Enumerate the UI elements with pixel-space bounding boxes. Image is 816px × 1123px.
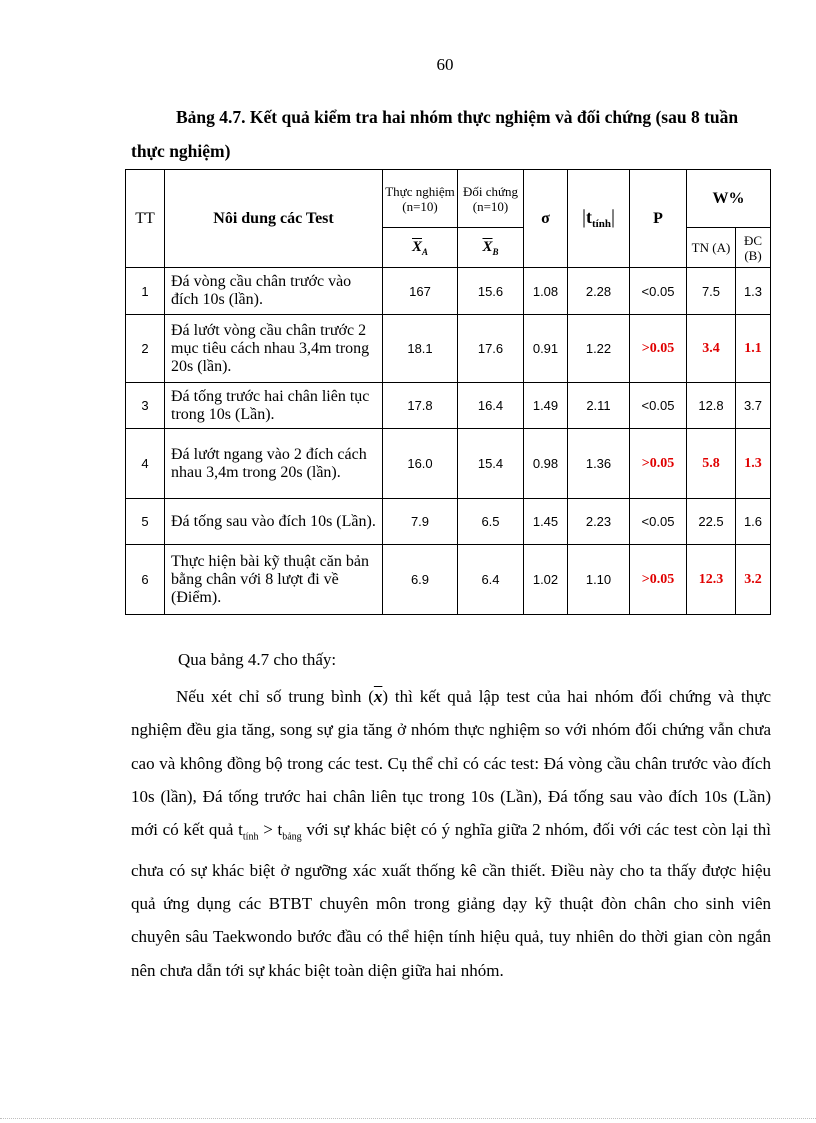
row-w-b: 1.6 xyxy=(736,499,771,545)
table-caption: Bảng 4.7. Kết quả kiểm tra hai nhóm thực nghiệm và đối chứng (sau 8 tuần thực nghiệm) xyxy=(131,107,739,161)
mean-b-symbol: $\overline{X}$ xyxy=(482,238,493,255)
row-mean-b: 15.6 xyxy=(458,268,524,315)
row-w-b: 3.2 xyxy=(736,545,771,615)
row-p: >0.05 xyxy=(630,429,687,499)
paragraph-mid: > t xyxy=(258,820,283,840)
row-content: Thực hiện bài kỹ thuật căn bản bằng chân với 8 lượt đi về (Điểm). xyxy=(165,545,383,615)
header-w-a: TN (A) xyxy=(687,228,736,268)
header-p: P xyxy=(630,170,687,268)
row-t: 1.36 xyxy=(568,429,630,499)
row-w-a: 5.8 xyxy=(687,429,736,499)
page-bottom-rule xyxy=(0,1118,816,1119)
results-table xyxy=(125,169,771,615)
row-t: 2.11 xyxy=(568,383,630,429)
row-sigma: 1.08 xyxy=(524,268,568,315)
header-t-main: t xyxy=(586,207,593,228)
row-w-b: 1.1 xyxy=(736,315,771,383)
row-mean-a: 167 xyxy=(383,268,458,315)
header-t: $|t_{tính}|$ xyxy=(568,170,630,268)
row-w-a: 12.3 xyxy=(687,545,736,615)
row-w-a: 7.5 xyxy=(687,268,736,315)
paragraph-part1: Nếu xét chỉ số trung bình ( xyxy=(176,687,374,706)
row-mean-b: 17.6 xyxy=(458,315,524,383)
row-w-a: 12.8 xyxy=(687,383,736,429)
row-t: 1.22 xyxy=(568,315,630,383)
header-row-1 xyxy=(126,170,771,228)
row-w-b: 3.7 xyxy=(736,383,771,429)
row-w-a: 22.5 xyxy=(687,499,736,545)
row-t: 1.10 xyxy=(568,545,630,615)
t-table-sub: bảng xyxy=(282,831,302,843)
header-w-b: ĐC (B) xyxy=(736,228,771,268)
row-p: <0.05 xyxy=(630,268,687,315)
page-number: 60 xyxy=(436,55,454,74)
row-mean-b: 6.5 xyxy=(458,499,524,545)
mean-a-symbol: $\overline{X}$ xyxy=(411,238,422,255)
row-content: Đá lướt ngang vào 2 đích cách nhau 3,4m trong 20s (lần). xyxy=(165,429,383,499)
table-row xyxy=(126,429,771,499)
row-content: Đá lướt vòng cầu chân trước 2 mục tiêu cách nhau 3,4m trong 20s (lần). xyxy=(165,315,383,383)
intro-line: Qua bảng 4.7 cho thấy: xyxy=(178,650,337,669)
table-row xyxy=(126,545,771,615)
row-p: <0.05 xyxy=(630,383,687,429)
header-mean-a xyxy=(383,228,458,268)
row-tt: 1 xyxy=(126,268,165,315)
row-tt: 2 xyxy=(126,315,165,383)
row-mean-b: 6.4 xyxy=(458,545,524,615)
row-w-b: 1.3 xyxy=(736,268,771,315)
analysis-paragraph xyxy=(131,680,771,987)
row-tt: 4 xyxy=(126,429,165,499)
header-t-sub: tính xyxy=(592,218,611,231)
header-mean-b xyxy=(458,228,524,268)
header-control: Đối chứng (n=10) xyxy=(458,170,524,228)
header-w: W% xyxy=(687,170,771,228)
table-row xyxy=(126,499,771,545)
header-content: Nôi dung các Test xyxy=(165,170,383,268)
row-mean-a: 18.1 xyxy=(383,315,458,383)
row-sigma: 1.02 xyxy=(524,545,568,615)
mean-b-sub: B xyxy=(492,246,499,257)
row-mean-a: 17.8 xyxy=(383,383,458,429)
row-sigma: 1.49 xyxy=(524,383,568,429)
row-content: Đá vòng cầu chân trước vào đích 10s (lần). xyxy=(165,268,383,315)
row-mean-a: 16.0 xyxy=(383,429,458,499)
t-calc-sub: tính xyxy=(242,831,259,843)
header-experimental: Thực nghiệm (n=10) xyxy=(383,170,458,228)
mean-a-sub: A xyxy=(422,246,429,257)
row-sigma: 1.45 xyxy=(524,499,568,545)
row-t: 2.23 xyxy=(568,499,630,545)
row-tt: 3 xyxy=(126,383,165,429)
row-w-b: 1.3 xyxy=(736,429,771,499)
paragraph-part2: ) thì kết quả lập test của hai nhóm đối chứng và thực nghiệm đều gia tăng, song sự gia tăng ở nhóm thực nghiệm so với nhóm đối chứng vẫn chưa cao và không đồng bộ trong các test. Cụ thể chỉ có các test: Đá vòng cầu chân trước vào đích 10s (lần), Đá tống trước hai chân liên tục trong 10s (Lần), Đá tống sau vào đích 10s (Lần) mới có kết quả t xyxy=(131,687,772,840)
row-p: <0.05 xyxy=(630,499,687,545)
row-tt: 5 xyxy=(126,499,165,545)
table-row xyxy=(126,315,771,383)
header-sigma: σ xyxy=(524,170,568,268)
row-mean-a: 7.9 xyxy=(383,499,458,545)
table-row xyxy=(126,268,771,315)
mean-x-symbol: $\overline{x}$ xyxy=(373,687,383,706)
table-row xyxy=(126,383,771,429)
row-mean-a: 6.9 xyxy=(383,545,458,615)
header-tt: TT xyxy=(126,170,165,268)
row-mean-b: 16.4 xyxy=(458,383,524,429)
row-t: 2.28 xyxy=(568,268,630,315)
row-content: Đá tống sau vào đích 10s (Lần). xyxy=(165,499,383,545)
row-tt: 6 xyxy=(126,545,165,615)
row-p: >0.05 xyxy=(630,545,687,615)
row-content: Đá tống trước hai chân liên tục trong 10s (Lần). xyxy=(165,383,383,429)
row-p: >0.05 xyxy=(630,315,687,383)
row-mean-b: 15.4 xyxy=(458,429,524,499)
row-sigma: 0.91 xyxy=(524,315,568,383)
row-w-a: 3.4 xyxy=(687,315,736,383)
row-sigma: 0.98 xyxy=(524,429,568,499)
paragraph-part3: với sự khác biệt có ý nghĩa giữa 2 nhóm, đối với các test còn lại thì chưa có sự khác biệt ở ngưỡng xác xuất thống kê cần thiết. Điều này cho ta thấy được hiệu quả ứng dụng các BTBT chuyên môn trong giảng dạy kỹ thuật đòn chân cho sinh viên chuyên sâu Taekwondo bước đầu có thể hiện tính hiệu quả, tuy nhiên do thời gian còn ngắn nên chưa dẫn tới sự khác biệt toàn diện giữa hai nhóm. xyxy=(131,820,771,980)
